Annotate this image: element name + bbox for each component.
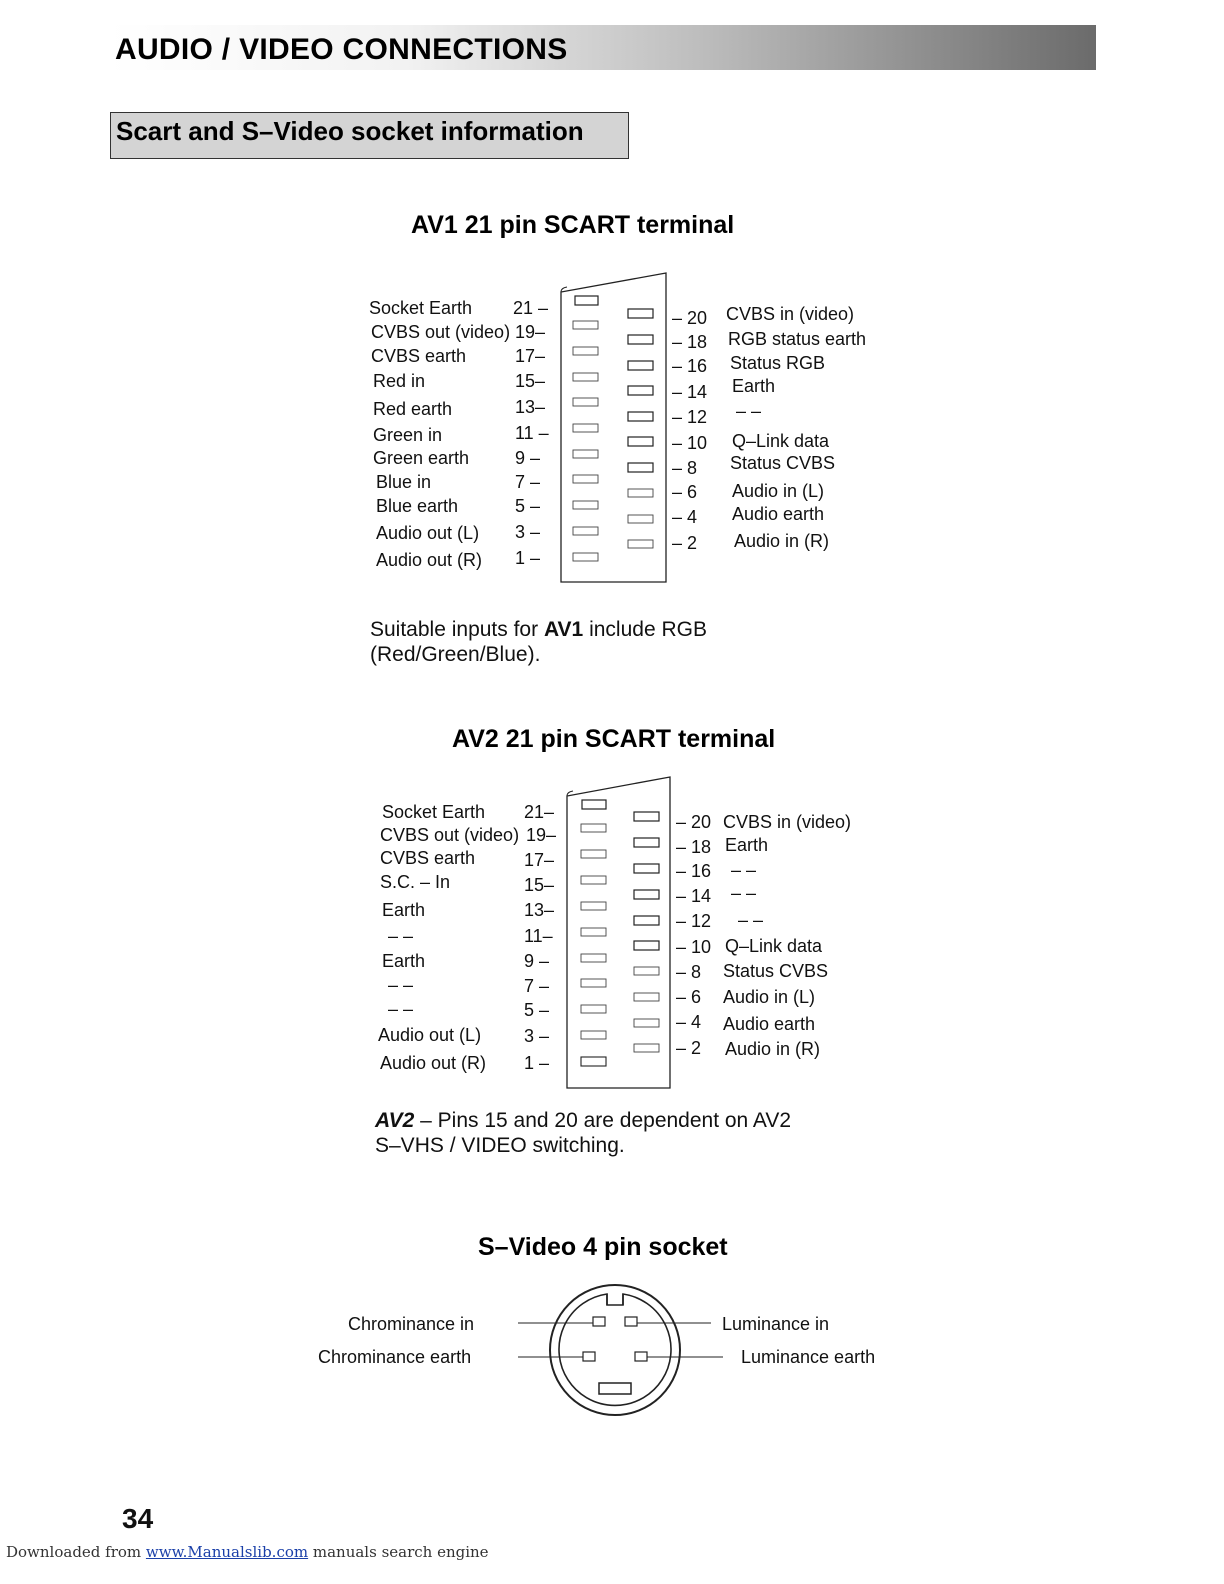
av1-pin-number: – 14	[672, 382, 708, 402]
av2-pin-number: 11–	[524, 926, 553, 946]
av2-pin-16	[634, 864, 659, 873]
socket-key-slot	[599, 1383, 631, 1394]
av1-pin-number: – 12	[672, 407, 708, 427]
chrominance-earth-label: Chrominance earth	[318, 1347, 472, 1367]
av2-pin-18	[634, 838, 659, 847]
av1-pin-number: 17–	[515, 346, 546, 366]
av1-pin-5	[573, 501, 598, 509]
av2-title: AV2 21 pin SCART terminal	[452, 725, 776, 753]
av2-note-rest: – Pins 15 and 20 are dependent on AV2	[414, 1109, 792, 1132]
av2-right-label: Audio earth	[723, 1014, 816, 1034]
av1-title: AV1 21 pin SCART terminal	[411, 211, 735, 239]
av1-pin-number: 1 –	[515, 548, 541, 568]
av2-pin-5	[581, 1005, 606, 1013]
av2-right-label: – –	[738, 910, 764, 930]
av1-left-label: CVBS earth	[371, 346, 467, 366]
av1-left-label: Red earth	[373, 399, 453, 419]
av2-pin-number: – 12	[676, 911, 712, 931]
av1-pin-15	[573, 373, 598, 381]
av1-left-label: Audio out (L)	[376, 523, 480, 543]
av2-pin-number: – 6	[676, 987, 702, 1007]
av1-left-label: Green in	[373, 425, 443, 445]
luminance-in-pin	[625, 1317, 637, 1326]
av1-pin-21	[575, 296, 598, 305]
av1-pin-number: – 8	[672, 458, 698, 478]
av2-pin-number: 9 –	[524, 951, 550, 971]
av2-pin-number: – 8	[676, 962, 702, 982]
av2-left-label: Audio out (R)	[380, 1053, 487, 1073]
section-title: Scart and S–Video socket information	[116, 116, 584, 146]
av1-pin-11	[573, 424, 598, 432]
av2-right-label: Status CVBS	[723, 961, 829, 981]
av1-left-label: CVBS out (video)	[371, 322, 511, 342]
av2-pin-number: – 2	[676, 1038, 702, 1058]
av2-pin-21	[582, 800, 606, 809]
av1-pin-8	[628, 463, 653, 472]
av2-right-label: Audio in (R)	[725, 1039, 821, 1059]
av2-pin-number: – 18	[676, 837, 712, 857]
av2-pin-15	[581, 876, 606, 884]
av2-pin-19	[581, 824, 606, 832]
av1-pin-10	[628, 437, 653, 446]
av1-pin-6	[628, 489, 653, 497]
av1-left-label: Blue earth	[376, 496, 459, 516]
av2-right-label: – –	[731, 883, 757, 903]
av1-pin-2	[628, 540, 653, 548]
page-title: AUDIO / VIDEO CONNECTIONS	[115, 33, 568, 66]
av2-pin-20	[634, 812, 659, 821]
luminance-earth-pin	[635, 1352, 647, 1361]
av2-pin-4	[634, 1019, 659, 1027]
av1-right-label: Earth	[732, 376, 776, 396]
av1-pin-18	[628, 335, 653, 344]
av2-left-label: Earth	[382, 900, 426, 920]
page-number: 34	[122, 1503, 154, 1534]
av2-left-label: Audio out (L)	[378, 1025, 482, 1045]
av1-left-label: Socket Earth	[369, 298, 473, 318]
av2-scart-connector	[563, 774, 678, 1094]
av2-pin-number: 3 –	[524, 1026, 550, 1046]
av2-right-label: – –	[731, 860, 757, 880]
av1-note-line2: (Red/Green/Blue).	[370, 643, 541, 666]
av1-right-label: RGB status earth	[728, 329, 867, 349]
av1-left-label: Blue in	[376, 472, 432, 492]
av2-left-label: Earth	[382, 951, 426, 971]
av2-pin-number: – 16	[676, 861, 712, 881]
av1-pin-13	[573, 398, 598, 406]
av1-left-label: Audio out (R)	[376, 550, 483, 570]
av1-pin-20	[628, 309, 653, 318]
av1-pin-14	[628, 386, 653, 395]
av2-pin-number: 1 –	[524, 1053, 550, 1073]
av1-pin-16	[628, 361, 653, 370]
av2-pin-1	[581, 1057, 606, 1066]
av2-pin-17	[581, 850, 606, 858]
av1-pin-12	[628, 412, 653, 421]
av2-pin-13	[581, 902, 606, 910]
av2-note-bold: AV2	[375, 1109, 415, 1132]
av2-pin-number: – 10	[676, 937, 712, 957]
av2-pin-8	[634, 967, 659, 975]
av2-pin-number: 13–	[524, 900, 555, 920]
av1-pin-9	[573, 450, 598, 458]
av1-pin-number: – 16	[672, 356, 708, 376]
av2-right-label: Audio in (L)	[723, 987, 816, 1007]
av2-pin-12	[634, 916, 659, 925]
av1-pin-number: – 10	[672, 433, 708, 453]
av1-pin-number: 5 –	[515, 496, 541, 516]
av1-note	[370, 617, 707, 667]
av1-pin-number: – 2	[672, 533, 698, 553]
footer-link[interactable]: www.Manualslib.com	[145, 1543, 309, 1561]
av1-note-suffix: include RGB	[583, 618, 707, 641]
av1-pin-17	[573, 347, 598, 355]
av1-note-bold: AV1	[543, 618, 584, 641]
av1-pin-number: – 18	[672, 332, 708, 352]
av2-note-line2: S–VHS / VIDEO switching.	[375, 1134, 625, 1157]
av2-left-label: – –	[388, 926, 414, 946]
svideo-socket	[515, 1278, 727, 1418]
chrominance-earth-pin	[583, 1352, 595, 1361]
av1-left-label: Red in	[373, 371, 426, 391]
av2-note	[375, 1108, 791, 1158]
svideo-title: S–Video 4 pin socket	[478, 1233, 728, 1261]
av1-pin-number: 19–	[515, 322, 546, 342]
av2-right-label: Earth	[725, 835, 769, 855]
av1-right-label: Audio earth	[732, 504, 825, 524]
av1-pin-number: 13–	[515, 397, 546, 417]
av2-pin-number: 19–	[526, 825, 557, 845]
av1-pin-number: 21 –	[513, 298, 549, 318]
av1-pin-1	[573, 553, 598, 561]
av1-right-label: Audio in (L)	[732, 481, 825, 501]
chrominance-in-pin	[593, 1317, 605, 1326]
av2-pin-2	[634, 1044, 659, 1052]
av2-right-label: CVBS in (video)	[723, 812, 852, 832]
av2-pin-number: – 20	[676, 812, 712, 832]
av2-pin-9	[581, 954, 606, 962]
av1-pin-number: – 4	[672, 507, 698, 527]
av1-right-label: Q–Link data	[732, 431, 830, 451]
av2-pin-number: 17–	[524, 850, 555, 870]
av1-pin-number: 15–	[515, 371, 546, 391]
av2-left-label: – –	[388, 975, 414, 995]
footer-prefix: Downloaded from	[6, 1543, 146, 1561]
av1-right-label: Status CVBS	[730, 453, 836, 473]
av1-pin-number: 9 –	[515, 448, 541, 468]
av1-right-label: Audio in (R)	[734, 531, 830, 551]
av1-pin-number: 11 –	[515, 423, 549, 443]
av2-pin-number: – 4	[676, 1012, 702, 1032]
luminance-earth-label: Luminance earth	[741, 1347, 876, 1367]
av1-pin-number: 7 –	[515, 472, 541, 492]
av1-pin-number: 3 –	[515, 522, 541, 542]
av1-pin-7	[573, 475, 598, 483]
av1-note-prefix: Suitable inputs for	[370, 618, 544, 641]
av2-left-label: CVBS earth	[380, 848, 476, 868]
av2-pin-number: – 14	[676, 886, 712, 906]
av2-pin-number: 5 –	[524, 1000, 550, 1020]
av2-left-label: – –	[388, 999, 414, 1019]
footer	[6, 1543, 489, 1561]
av1-right-label: Status RGB	[730, 353, 826, 373]
av2-pin-6	[634, 993, 659, 1001]
av2-pin-11	[581, 928, 606, 936]
av1-pin-19	[573, 321, 598, 329]
av2-pin-7	[581, 979, 606, 987]
av2-pin-number: 15–	[524, 875, 555, 895]
av1-pin-number: – 20	[672, 308, 708, 328]
av1-right-label: – –	[736, 401, 762, 421]
av1-right-label: CVBS in (video)	[726, 304, 855, 324]
luminance-in-label: Luminance in	[722, 1314, 830, 1334]
av1-pin-3	[573, 527, 598, 535]
av2-left-label: CVBS out (video)	[380, 825, 520, 845]
av2-right-label: Q–Link data	[725, 936, 823, 956]
av1-scart-connector	[555, 270, 675, 590]
av1-pin-number: – 6	[672, 482, 698, 502]
av2-pin-3	[581, 1031, 606, 1039]
av1-pin-4	[628, 515, 653, 523]
footer-suffix: manuals search engine	[308, 1543, 489, 1561]
chrominance-in-label: Chrominance in	[348, 1314, 475, 1334]
av2-pin-number: 7 –	[524, 976, 550, 996]
av2-left-label: Socket Earth	[382, 802, 486, 822]
av1-left-label: Green earth	[373, 448, 470, 468]
av2-pin-10	[634, 941, 659, 950]
av2-pin-number: 21–	[524, 802, 555, 822]
av2-pin-14	[634, 890, 659, 899]
av2-left-label: S.C. – In	[380, 872, 451, 892]
